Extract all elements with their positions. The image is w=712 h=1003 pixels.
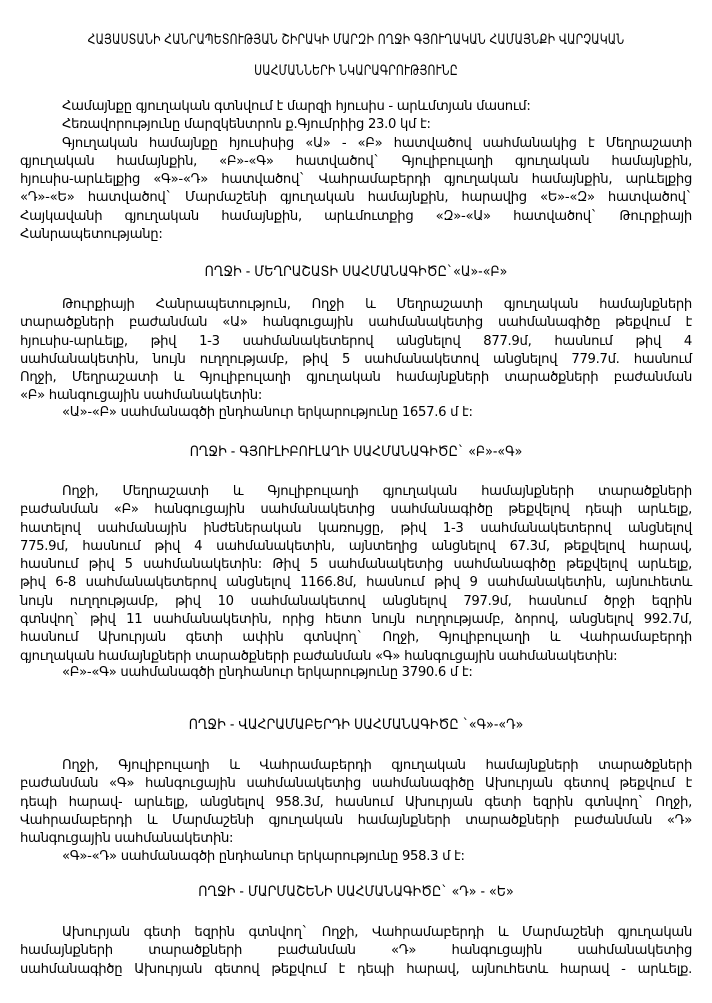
text-line: Հանրապետությանը: bbox=[20, 227, 163, 243]
text-line: բաժանման «Բ» հանգուցային սահմանակետից սահմանագիծը թեքվելով դեպի արևելք, bbox=[20, 502, 692, 518]
text-line: սահմանակետին, նույն ուղղությամբ, թիվ 5 սահմանակետով անցնելով 779.7մ. հասնում bbox=[20, 351, 692, 367]
text-line: 775.9մ, հասնում թիվ 4 սահմանակետին, այնտեղից անցնելով 67.3մ, թեքվելով հարավ, bbox=[20, 538, 692, 554]
text-line: Հեռավորությունը մարզկենտրոն ք.Գյումրիից 23.0 կմ է: bbox=[62, 117, 431, 133]
section-total-length: «Ա»-«Բ» սահմանագծի ընդհանուր երկարությունը 1657.6 մ է: bbox=[62, 405, 473, 420]
intro-paragraph bbox=[20, 98, 692, 244]
section-total-length: «Բ»-«Գ» սահմանագծի ընդհանուր երկարությունը 3790.6 մ է: bbox=[62, 665, 473, 680]
text-line: Հայկավանի գյուղական համայնքին, արևմուտքից «Զ»-«Ա» հատվածով` Թուրքիայի bbox=[20, 208, 692, 224]
text-line: նույն ուղղությամբ, թիվ 10 սահմանակետով անցնելով 797.9մ, հասնում ծրջի եզրին bbox=[20, 593, 692, 609]
text-line: հասնում թիվ 5 սահմանակետին: Թիվ 5 սահմանակետից սահմանագիծը թեքվելով արևելք, bbox=[20, 557, 692, 573]
text-line: Համայնքը գյուղական գտնվում է մարզի հյուսիս - արևմտյան մասում: bbox=[62, 99, 531, 114]
text-line: հանգուցային սահմանակետին: bbox=[20, 831, 234, 847]
text-line: դեպի հարավ- արևելք, անցնելով 958.3մ, հասնում Ախուրյան գետի եզրին գտնվող` Ողջի, bbox=[20, 794, 692, 810]
document-title-line-2: ՍԱՀՄԱՆՆԵՐԻ ՆԿԱՐԱԳՐՈՒԹՅՈՒՆԸ bbox=[254, 63, 458, 79]
section-paragraph bbox=[20, 757, 692, 848]
section-total-length: «Գ»-«Դ» սահմանագծի ընդհանուր երկարությունը 958.3 մ է: bbox=[62, 849, 465, 864]
text-line: գյուղական համայնքների տարածքների բաժանման «Գ» հանգուցային սահմանակետին: bbox=[20, 648, 618, 664]
section-paragraph bbox=[20, 296, 692, 406]
text-line: Ողջի, Մեղրաշատի և Գյուլիբուլաղի գյուղական համայնքների տարածքների bbox=[62, 484, 692, 499]
text-line: Ողջի, Գյուլիբուլաղի և Վահրամաբերդի գյուղական համայնքների տարածքների bbox=[62, 758, 692, 773]
section-heading: ՈՂՋԻ - ՄԵՂՐԱՇԱՏԻ ՍԱՀՄԱՆԱԳԻԾԸ`«Ա»-«Բ» bbox=[204, 264, 508, 280]
text-line: գտնվող` թիվ 11 սահմանակետին, որից հետո նույն ուղղությամբ, ձորով, անցնելով 992.7մ, bbox=[20, 612, 692, 628]
text-line: սահմանագիծը Ախուրյան գետով թեքվում է դեպի հարավ, այնուհետև հարավ - արևելք. bbox=[20, 961, 692, 977]
text-line: համայնքների տարածքների բաժանման «Դ» հանգուցային սահմանակետից bbox=[20, 943, 692, 959]
text-line: հյուսիս-արևելք, թիվ 1-3 սահմանակետերով անցնելով 877.9մ, հասնում թիվ 4 bbox=[20, 333, 692, 349]
text-line: Ախուրյան գետի եզրին գտնվող` Ողջի, Վահրամաբերդի և Մարմաշենի գյուղական bbox=[62, 925, 692, 940]
text-line: տարածքների բաժանման «Ա» հանգուցային սահմանակետից սահմանագիծը թեքվում է bbox=[20, 315, 692, 331]
text-line: թիվ 6-8 սահմանակետերով անցնելով 1166.8մ, հասնում թիվ 9 սահմանակետին, այնուհետև bbox=[20, 575, 692, 591]
section-paragraph bbox=[20, 924, 692, 979]
text-line: հասնում Ախուրյան գետի ափին գտնվող` Ողջի, Գյուլիբուլաղի և Վահրամաբերդի bbox=[20, 630, 692, 646]
section-heading: ՈՂՋԻ - ՄԱՐՄԱՇԵՆԻ ՍԱՀՄԱՆԱԳԻԾԸ` «Դ» - «Ե» bbox=[198, 884, 514, 900]
document-title-line-1: ՀԱՅԱՍՏԱՆԻ ՀԱՆՐԱՊԵՏՈՒԹՅԱՆ ՇԻՐԱԿԻ ՄԱՐԶԻ ՈՂՋԻ ԳՅՈՒՂԱԿԱՆ ՀԱՄԱՅՆՔԻ ՎԱՐՉԱԿԱՆ bbox=[87, 32, 625, 48]
section-paragraph bbox=[20, 483, 692, 666]
text-line: Վահրամաբերդի և Մարմաշենի գյուղական համայնքների տարածքների բաժանման «Դ» bbox=[20, 812, 692, 828]
text-line: Ողջի, Մեղրաշատի և Գյուլիբուլաղի գյուղական համայնքների տարածքների բաժանման bbox=[20, 370, 692, 386]
text-line: հատելով սահմանային ինժեներական կառույցը, թիվ 1-3 սահմանակետերով անցնելով bbox=[20, 520, 692, 536]
text-line: բաժանման «Գ» հանգուցային սահմանակետից սահմանագիծը Ախուրյան գետով թեքվում է bbox=[20, 776, 692, 792]
text-line: «Դ»-«Ե» հատվածով` Մարմաշենի գյուղական համայնքին, հարավից «Ե»-«Զ» հատվածով` bbox=[20, 190, 692, 206]
text-line: Թուրքիայի Հանրապետություն, Ողջի և Մեղրաշատի գյուղական համայնքների bbox=[62, 297, 692, 312]
section-heading: ՈՂՋԻ - ԳՅՈՒԼԻԲՈՒԼԱՂԻ ՍԱՀՄԱՆԱԳԻԾԸ` «Բ»-«Գ» bbox=[189, 444, 523, 460]
section-heading: ՈՂՋԻ - ՎԱՀՐԱՄԱԲԵՐԴԻ ՍԱՀՄԱՆԱԳԻԾԸ `«Գ»-«Դ» bbox=[188, 717, 524, 733]
text-line: Գյուղական համայնքը հյուսիսից «Ա» - «Բ» հատվածով սահմանակից է Մեղրաշատի bbox=[62, 135, 692, 151]
text-line: հյուսիս-արևելքից «Գ»-«Դ» հատվածով` Վահրամաբերդի գյուղական համայնքին, արևելքից bbox=[20, 172, 692, 188]
text-line: գյուղական համայնքին, «Բ»-«Գ» հատվածով` Գյուլիբուլաղի գյուղական համայնքին, bbox=[20, 153, 692, 169]
text-line: «Բ» հանգուցային սահմանակետին: bbox=[20, 388, 262, 404]
